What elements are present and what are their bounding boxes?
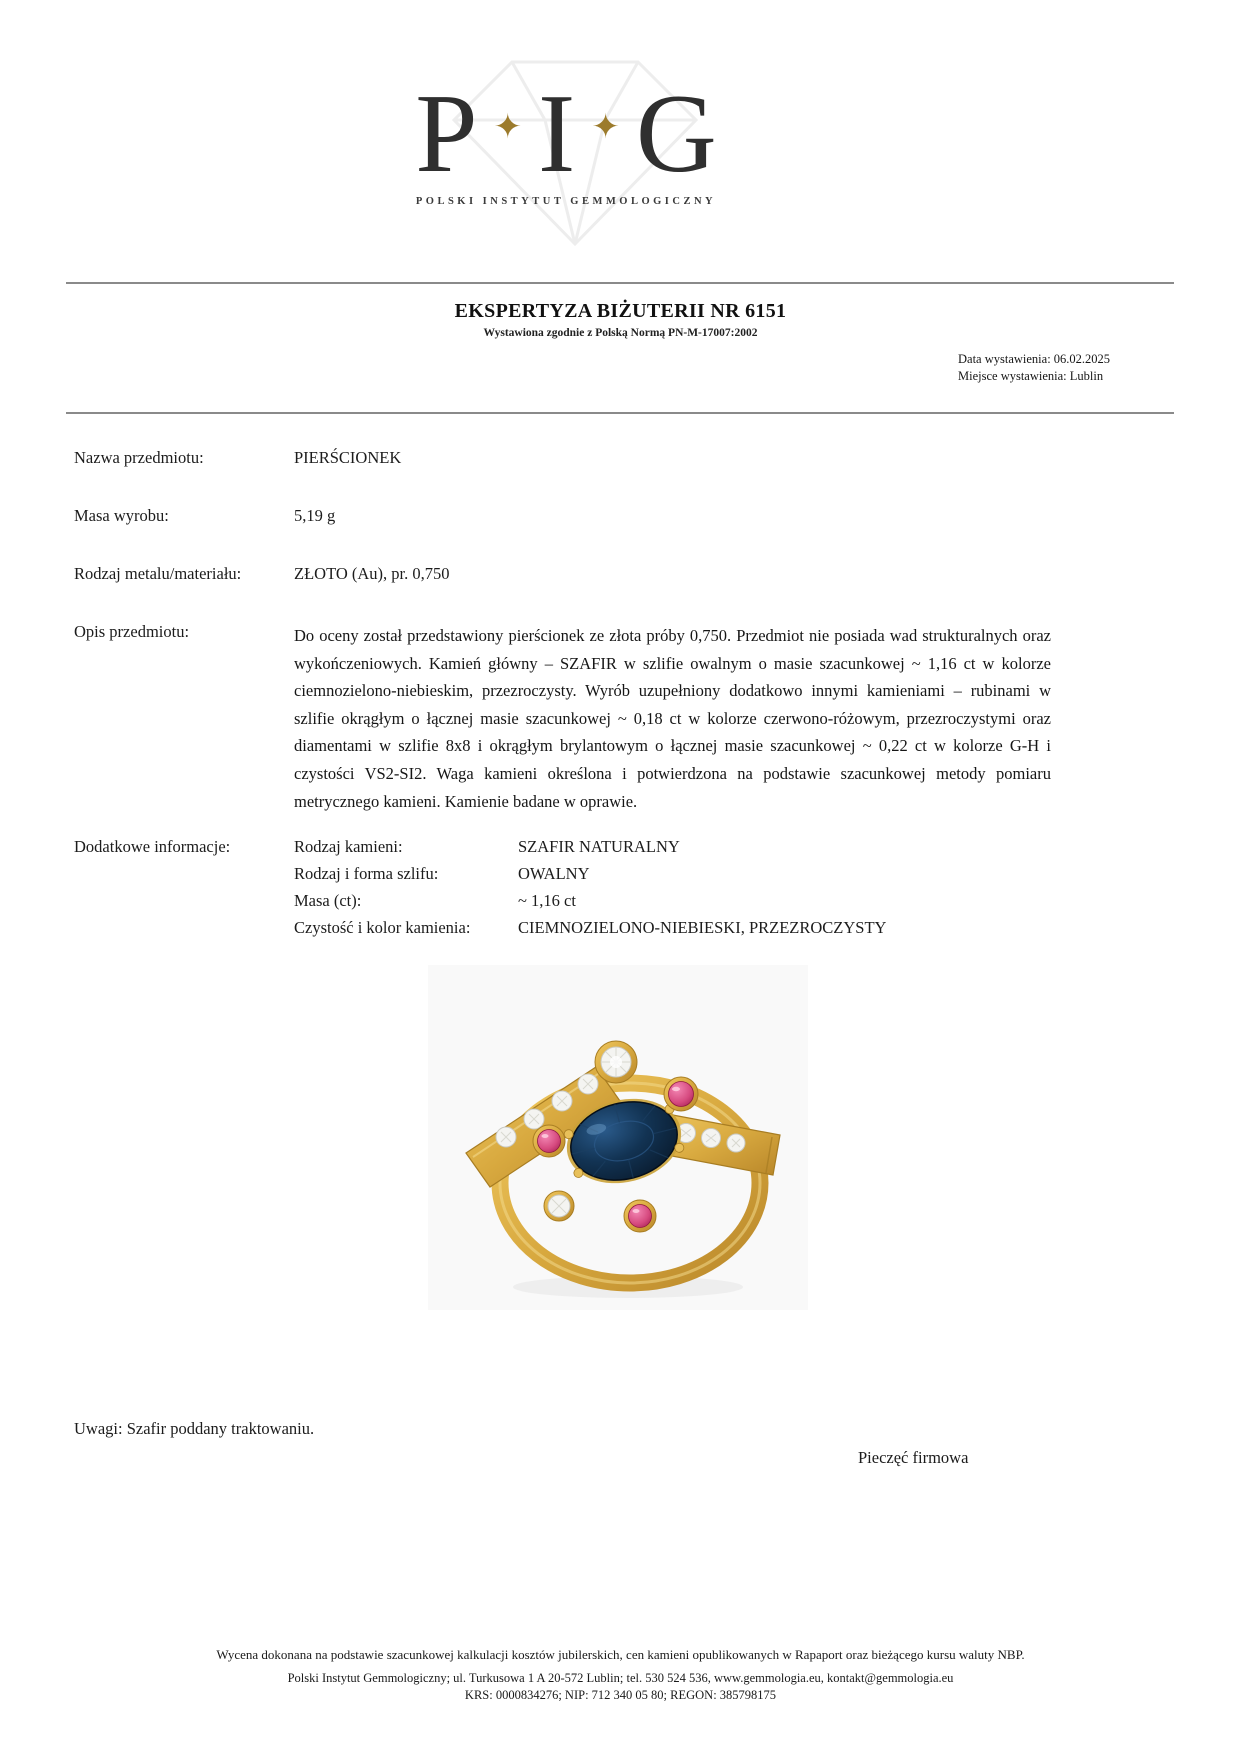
footer-address: Polski Instytut Gemmologiczny; ul. Turkusowa 1 A 20-572 Lublin; tel. 530 524 536, www.gemmologia.eu, kontakt@gemmologia.eu [287, 1671, 954, 1685]
gold-star-icon: ✦ [493, 109, 523, 146]
additional-label: Masa (ct): [294, 891, 362, 910]
document-title: EKSPERTYZA BIŻUTERII NR 6151 [454, 300, 787, 322]
footer-registry: KRS: 0000834276; NIP: 712 340 05 80; REGON: 385798175 [464, 1688, 777, 1702]
logo-letter-p: P [415, 72, 478, 196]
ruby-stone [533, 1125, 565, 1157]
additional-value: ~ 1,16 ct [518, 891, 576, 910]
gold-star-icon: ✦ [591, 109, 620, 146]
logo-subtitle: POLSKI INSTYTUT GEMMOLOGICZNY [415, 196, 717, 207]
document-subtitle: Wystawiona zgodnie z Polską Normą PN-M-17007:2002 [483, 327, 758, 339]
field-value: 5,19 g [294, 506, 336, 525]
logo-letter-i: I [538, 72, 576, 196]
issue-date: Data wystawienia: 06.02.2025 [958, 352, 1111, 366]
additional-info-label: Dodatkowe informacje: [74, 837, 231, 856]
description-label: Opis przedmiotu: [74, 622, 190, 641]
additional-label: Rodzaj kamieni: [294, 837, 403, 856]
issue-info [958, 351, 1110, 384]
stamp-label: Pieczęć firmowa [858, 1448, 969, 1467]
divider-top [66, 282, 1174, 284]
ruby-stone [664, 1077, 698, 1111]
field-label: Rodzaj metalu/materiału: [74, 564, 242, 583]
additional-label: Rodzaj i forma szlifu: [294, 864, 439, 883]
ring-photo [428, 965, 808, 1310]
field-value: ZŁOTO (Au), pr. 0,750 [294, 564, 450, 583]
field-label: Nazwa przedmiotu: [74, 448, 204, 467]
footer-valuation-note: Wycena dokonana na podstawie szacunkowej kalkulacji kosztów jubilerskich, cen kamieni opublikowanych w Rapaport oraz bieżącego kursu waluty NBP. [216, 1647, 1025, 1662]
field-value: PIERŚCIONEK [294, 448, 402, 467]
diamond-stone [595, 1041, 637, 1083]
additional-value: OWALNY [518, 864, 590, 883]
additional-label: Czystość i kolor kamienia: [294, 918, 471, 937]
divider-middle [66, 412, 1174, 414]
description-text: Do oceny został przedstawiony pierścionek ze złota próby 0,750. Przedmiot nie posiada wad strukturalnych oraz wykończeniowych. Kamień główny – SZAFIR w szlifie owalnym o masie szacunkowej ~ 1,16 ct w kolorze ciemnozielono-niebieskim, przezroczysty. Wyrób uzupełniony dodatkowo innymi kamieniami – rubinami w szlifie okrągłym o łącznej masie szacunkowej ~ 0,18 ct w kolorze czerwono-różowym, przezroczystymi oraz diamentami w szlifie 8x8 i okrągłym brylantowym o łącznej masie szacunkowej ~ 0,22 ct w kolorze G-H i czystości VS2-SI2. Waga kamieni określona i potwierdzona na podstawie szacunkowej metody pomiaru metrycznego kamieni. Kamienie badane w oprawie. [294, 626, 1051, 811]
ruby-stone [624, 1200, 656, 1232]
diamond-stone [544, 1191, 574, 1221]
logo-letter-g: G [635, 72, 717, 196]
remarks-text: Uwagi: Szafir poddany traktowaniu. [74, 1419, 315, 1438]
additional-value: SZAFIR NATURALNY [518, 837, 680, 856]
field-label: Masa wyrobu: [74, 506, 169, 525]
additional-value: CIEMNOZIELONO-NIEBIESKI, PRZEZROCZYSTY [518, 918, 887, 937]
issue-place: Miejsce wystawienia: Lublin [958, 368, 1104, 383]
